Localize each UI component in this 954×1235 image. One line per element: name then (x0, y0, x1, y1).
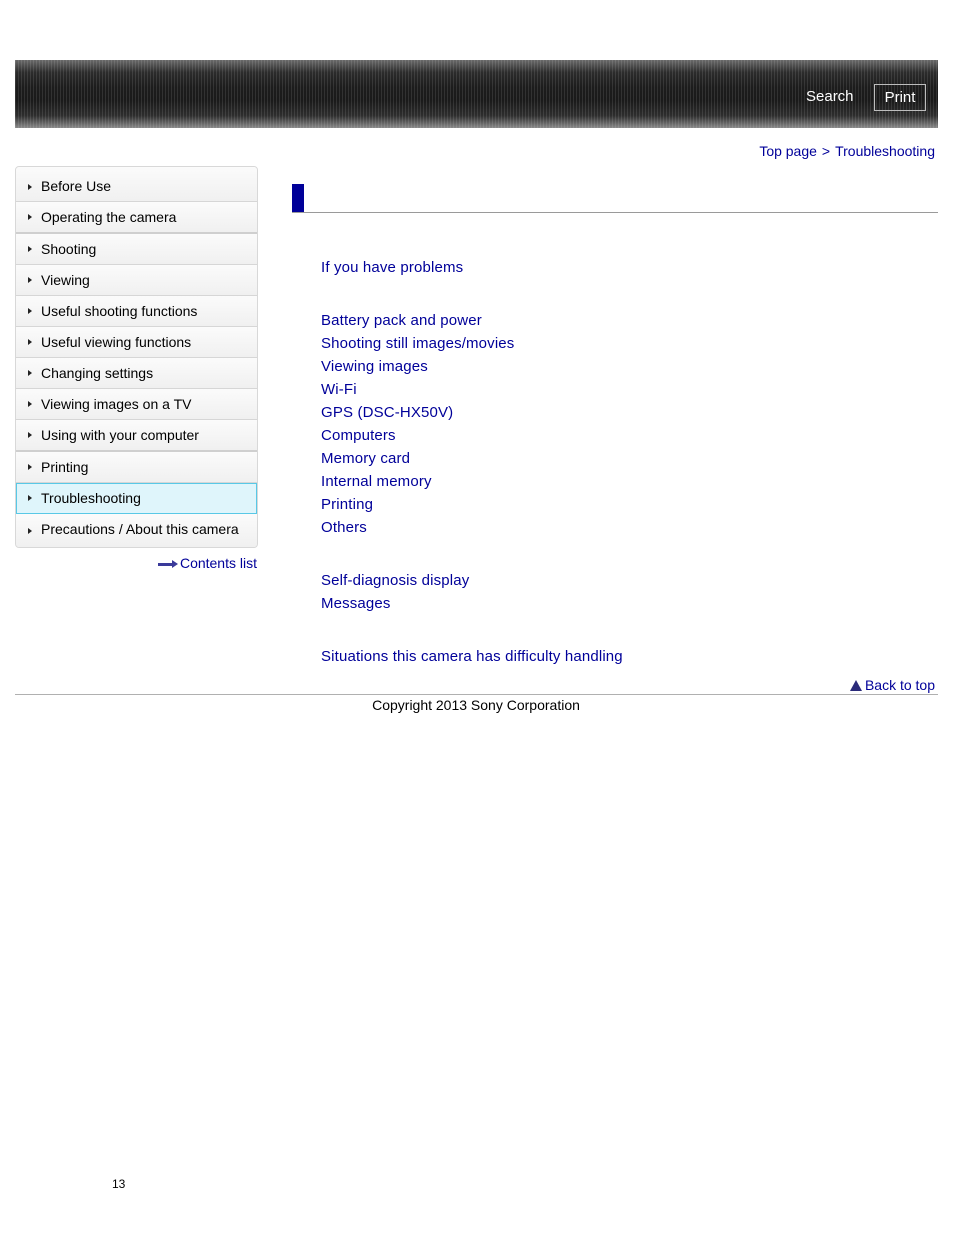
page-number: 13 (112, 1177, 126, 1191)
print-button[interactable]: Print (874, 84, 926, 111)
sidebar-item-precautions[interactable] (16, 514, 257, 547)
sidebar-item-label: Before Use (41, 178, 112, 194)
contents-list-label: Contents list (179, 555, 257, 571)
link-wi-fi[interactable]: Wi-Fi (321, 381, 357, 398)
caret-right-icon (28, 528, 32, 534)
back-to-top-link[interactable] (850, 677, 935, 693)
copyright-text: Copyright 2013 Sony Corporation (372, 697, 580, 713)
caret-right-icon (28, 464, 32, 470)
caret-right-icon (28, 432, 32, 438)
contents-list-link[interactable] (158, 555, 257, 571)
sidebar-item-label: Useful shooting functions (41, 303, 198, 319)
caret-right-icon (28, 339, 32, 345)
sidebar-item-operating-the-camera[interactable] (16, 202, 257, 234)
sidebar-item-viewing[interactable] (16, 265, 257, 296)
caret-right-icon (28, 246, 32, 252)
link-messages[interactable]: Messages (321, 595, 391, 612)
sidebar-item-using-with-computer[interactable] (16, 420, 257, 452)
sidebar-item-shooting[interactable] (16, 234, 257, 265)
sidebar-item-label: Viewing (41, 272, 90, 288)
link-situations-difficulty[interactable]: Situations this camera has difficulty handling (321, 648, 623, 665)
page-title-marker (292, 184, 304, 213)
sidebar-item-label: Viewing images on a TV (41, 396, 192, 412)
sidebar-item-changing-settings[interactable] (16, 358, 257, 389)
sidebar-item-label: Changing settings (41, 365, 154, 381)
back-to-top-label: Back to top (864, 677, 935, 693)
link-battery-pack-and-power[interactable]: Battery pack and power (321, 312, 482, 329)
sidebar-item-label: Using with your computer (41, 427, 199, 443)
header-banner (15, 60, 938, 128)
sidebar-item-label: Useful viewing functions (41, 334, 192, 350)
sidebar-item-troubleshooting[interactable] (16, 483, 257, 514)
link-if-you-have-problems[interactable]: If you have problems (321, 259, 464, 276)
link-shooting-still-images-movies[interactable]: Shooting still images/movies (321, 335, 515, 352)
sidebar-item-before-use[interactable] (16, 167, 257, 202)
caret-right-icon (28, 214, 32, 220)
sidebar-item-label: Troubleshooting (41, 490, 141, 506)
page-title-divider (292, 212, 938, 213)
sidebar-item-label: Operating the camera (41, 209, 177, 225)
triangle-up-icon (850, 680, 862, 691)
caret-right-icon (28, 184, 32, 190)
sidebar-item-useful-viewing-functions[interactable] (16, 327, 257, 358)
sidebar-item-label: Precautions / About this camera (41, 521, 239, 537)
link-printing[interactable]: Printing (321, 496, 374, 513)
caret-right-icon (28, 495, 32, 501)
breadcrumb-top-page[interactable]: Top page (759, 143, 817, 159)
search-link[interactable]: Search (806, 88, 854, 105)
link-internal-memory[interactable]: Internal memory (321, 473, 432, 490)
caret-right-icon (28, 277, 32, 283)
link-others[interactable]: Others (321, 519, 367, 536)
link-computers[interactable]: Computers (321, 427, 396, 444)
caret-right-icon (28, 401, 32, 407)
breadcrumb-separator: > (821, 143, 831, 159)
sidebar-item-useful-shooting-functions[interactable] (16, 296, 257, 327)
link-viewing-images[interactable]: Viewing images (321, 358, 428, 375)
link-gps[interactable]: GPS (DSC-HX50V) (321, 404, 454, 421)
sidebar-nav (15, 166, 258, 548)
breadcrumb-troubleshooting[interactable]: Troubleshooting (835, 143, 935, 159)
sidebar-item-viewing-images-on-tv[interactable] (16, 389, 257, 420)
link-memory-card[interactable]: Memory card (321, 450, 411, 467)
sidebar-item-printing[interactable] (16, 452, 257, 483)
sidebar-item-label: Printing (41, 459, 89, 475)
sidebar-item-label: Shooting (41, 241, 97, 257)
caret-right-icon (28, 370, 32, 376)
caret-right-icon (28, 308, 32, 314)
footer-divider (15, 694, 938, 695)
arrow-right-icon (158, 559, 178, 569)
link-self-diagnosis-display[interactable]: Self-diagnosis display (321, 572, 470, 589)
breadcrumb (759, 143, 935, 159)
